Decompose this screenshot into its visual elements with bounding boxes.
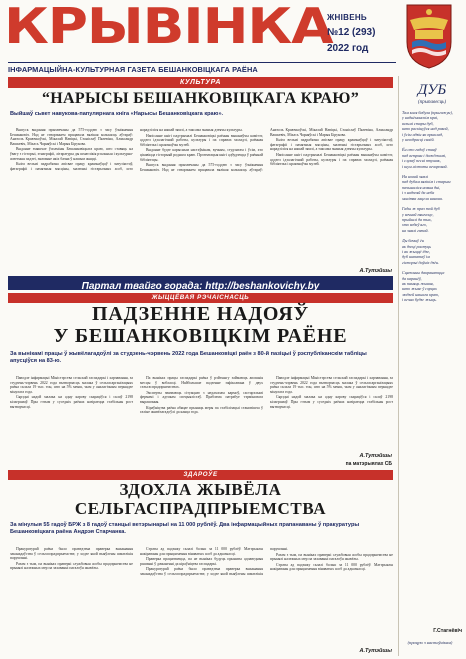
masthead (0, 0, 466, 76)
article3-author: А.Тутэйшы (359, 648, 392, 654)
poem-author-note: (працую з настаўнікам) (407, 640, 453, 645)
issue-number: №12 (293) (327, 27, 376, 38)
article1-author: А.Тутэйшы (359, 268, 392, 274)
poem-stanza (402, 238, 462, 265)
poem-line: На новай зямлі (402, 174, 429, 180)
paragraph: Страты ад падзяжу склалі больш за 11 000 рублёў. Матэрыялы накіраваны для прыцягнення вінаватых асоб да адказнасці. (140, 547, 263, 556)
paragraph: Па выніках працы гаспадаркі раёна ў рэйтынгу займаюць апошнія месцы ў вобласці. Найбольшае падзенне зафіксавана ў двух сельгаспрадпрыемствах. (140, 376, 263, 390)
poem-line: і шум лістоты вечаровай. (402, 163, 448, 169)
poem-line: у вечнай пяшчоце, (402, 211, 434, 217)
paragraph: Паводле інфармацыі Міністэрства сельскай гаспадаркі і харчавання, за студзень-чэрвень 2022 года вытворчасць малака ў сельгасарганізацыях раёна склала 19 тыс. тон, што на 5% менш, чым у аналагічным перыядзе мінулага года. (270, 376, 393, 394)
article2-author: А.Тутэйшы (359, 453, 392, 459)
masthead-title: КРЫВІНКА (4, 0, 333, 55)
article3-headline-line2: СЕЛЬГАСПРАДПРЫЕМСТВА (74, 499, 327, 518)
poem-line: дуб шапатаў ім (402, 254, 430, 260)
poem-line: што жыве ў сэрцах (402, 286, 437, 292)
article1-body (10, 128, 393, 266)
paragraph: Сярэдні надой малака на адну карову скараціўся і склаў 2198 кілаграмаў. Пры гэтым у суседніх раёнах назіраецца стабільны рост вытворчасці. (270, 395, 393, 409)
article1-headline: “НАРЫСЫ БЕШАНКОВІЦКАГА КРАЮ” (41, 90, 359, 107)
poem-line: вельмі стары дуб, (402, 120, 434, 126)
poem-line: пачыналіся новыя дні, (402, 184, 441, 190)
section-label-health: ЗДАРОЎЕ (8, 470, 393, 480)
paragraph: Кніга вельмі падрабязна апісвае працу краязнаўцаў і энтузіястаў, фатаграфіі і памятныя мясціны, малюнкі гістарычных асоб, што нарадзіліся на нашай зямлі, а таксама знаныя дзеячы культуры. (270, 138, 393, 152)
poem-title: ДУБ (417, 82, 447, 98)
issue-month: ЖНІВЕНЬ (327, 13, 367, 22)
poem-line: гісторыі даўніх дзён. (402, 259, 440, 265)
paragraph: Пракуратурай раёна было праведзена праверка выканання заканадаўства ў сельгаспрадпрыемстве, у ходзе якой выяўлены шматлікія парушэнні. (10, 547, 133, 561)
section-label-culture: КУЛЬТУРА (8, 77, 393, 88)
paragraph: Разам з тым, па выніках праверкі службовыя асобы прадпрыемства не прынялі належных мер па захаванні пагалоўя жывёлы. (10, 561, 133, 571)
article3-lead: За мінулыя 55 гадоў БРЖ з 8 гадоў станцыі ветэрынарыі на 11 000 рублёў. Два інфармацыйных прапанаваны ў пракуратуры Бешанковіцкага раёна Андрэя Старчанка. (10, 522, 360, 535)
portal-banner[interactable] (8, 276, 393, 290)
section-label-life: ЖЫЦЦЁВАЯ РЭЧАІСНАСЦЬ (8, 293, 393, 303)
poem-line: у шчодрасці сваёй. (402, 137, 435, 143)
poem-line: Ды бачыў ён (402, 238, 424, 244)
poem-line: малітва ляцела нанова. (402, 195, 443, 201)
poem-line: і як жыццё ідзе, (402, 248, 431, 254)
paragraph: Сярэдні надой малака на адну карову скараціўся і склаў 2198 кілаграмаў. Пры гэтым у суседніх раёнах назіраецца стабільны рост вытворчасці. (10, 395, 133, 409)
paragraph: Кіраўніцтва раёна абяцае прыняць меры па стабілізацыі становішча ў галіне жывёлагадоўлі да канца года. (140, 405, 263, 415)
poem-line: Сцяжыны дакранаюцца (402, 270, 445, 276)
poem-line: і з надзеяй да неба (402, 190, 435, 196)
paragraph: Выпуск выдання прыхвечаны да 575-годдзю з часу ўзнікнення Бешанковіч. Над яе стварэннем працавала вялікая колькасць аўтараў: Анатоль Краючкоўскі, Мікалай Навіцкі, Станіслаў Пялевіна, Аляксандр Вашкевіч, Міхась Чарняўскі і Марыя Бірукова. (10, 128, 133, 146)
paragraph: Выданне змяшчае ўспаміны Бешанковіцкага краю, што ставяць на ўвагу з гісторыі, этнаграфіі, літаратуры ды шматлікія рэальныя і культурна-асветныя падзеі, значэнне якіх бачна ў нашым жыцці. (10, 147, 133, 161)
article1-lead: Выйшаў сьвет навукова-папулярнага кніга «Нарысы Бешанковіцкага краю». (10, 111, 224, 117)
poem-line: да каранёў, (402, 275, 422, 281)
article3-body (10, 547, 393, 647)
poem-line: і слухаў песні птушак, (402, 158, 441, 164)
paragraph: Выпуск выдання прыхвечаны да 575-годдзю з часу ўзнікнення Бешанковіч. Над яе стварэннем працавала вялікая колькасць аўтараў: Анатоль Краючкоўскі, Мікалай Навіцкі, Станіслаў Пялевіна, Аляксандр Вашкевіч, Міхась Чарняўскі і Марыя Бірукова. (140, 128, 393, 172)
poem-line: пад ветрам і дажджамі, (402, 152, 447, 158)
poem-subtitle: (прыпавесць) (417, 100, 447, 105)
poem-line: Гады ж праз той дуб (402, 206, 440, 212)
coat-of-arms-icon (404, 2, 454, 70)
paragraph: Паводле інфармацыі Міністэрства сельскай гаспадаркі і харчавання, за студзень-чэрвень 2022 года вытворчасць малака ў сельгасарганізацыях раёна склала 19 тыс. тон, што на 5% менш, чым у аналагічным перыядзе мінулага года. (10, 376, 133, 394)
paragraph: Кніга вельмі падрабязна апісвае працу краязнаўцаў і энтузіястаў, фатаграфіі і памятныя мясціны, малюнкі гістарычных асоб, што нарадзіліся на нашай зямлі, а таксама знаныя дзеячы культуры. (10, 128, 243, 171)
poem-stanza (402, 147, 462, 169)
paragraph: Напісанне кнігі падтрымалі Бешанковіцкі раённы выканаўчы камітэт, аддзел ідэалагічнай работы, культуры і па справах моладзі, раённая бібліятэка і краязнаўчы музей. (270, 152, 393, 167)
poem-line: і ўсім адзін як прыклад, (402, 131, 444, 137)
poem-line: як памяць жывая, (402, 280, 434, 286)
poem-body (402, 110, 462, 620)
poem-line: у наднёманскім краі, (402, 115, 439, 121)
issue-year: 2022 год (327, 43, 369, 54)
poem-line: Там каля бабуля (прыгажун), (402, 110, 453, 115)
portal-banner-text[interactable]: Партал твайго горада: http://beshankovichy.by (81, 281, 320, 292)
paragraph: Праверка працягваецца, па яе выніках будуць прыняты адпаведныя рашэнні ў дачыненні да кіраўніцтва гаспадаркі. (140, 557, 263, 566)
poem-stanza (402, 206, 462, 233)
article2-lead: За вынікамі працы ў жывёлагадоўлі за студзень-чэрвень 2022 года Бешанковіцкі раён з 80-й пазіцыі ў рэспубліканскім табліцы апусціўся на 83-ю. (10, 351, 367, 364)
paragraph: Выданне будзе карысным настаўнікам, вучням, студэнтам і ўсім, хто цікавіцца гісторыяй роднага краю. Прэзентацыя кнігі адбудзецца ў раённай бібліятэцы. (140, 148, 263, 162)
poem-line: пад дубам вялікім і старым (402, 179, 451, 185)
poem-author: Г.Стагнёвіч (433, 628, 462, 634)
poem-line: на зямлі гэтай. (402, 227, 429, 233)
paragraph: Эксперты звязваюць сітуацыю з недахопам кармоў, састарэлымі фермамі і адтокам спецыялістаў. Праблема патрабуе тэрміновага вырашэння. (140, 390, 263, 404)
article3-headline-line1: ЗДОХЛА ЖЫВЁЛА (119, 480, 282, 499)
paragraph: Разам з тым, па выніках праверкі службовыя асобы прадпрыемства не прынялі належных мер па захаванні пагалоўя жывёлы. (270, 552, 393, 562)
article2-source: па матэрыялах СБ (345, 461, 392, 467)
paragraph: Напісанне кнігі падтрымалі Бешанковіцкі раённы выканаўчы камітэт, аддзел ідэалагічнай работы, культуры і па справах моладзі, раённая бібліятэка і краязнаўчы музей. (140, 133, 263, 147)
poem-line: як дзеці растуць (402, 243, 432, 249)
poem-stanza (402, 174, 462, 201)
paragraph: Пракуратурай раёна было праведзена праверка выканання заканадаўства ў сельгаспрадпрыемстве, у ходзе якой выяўлены шматлікія парушэнні. (140, 547, 289, 576)
paragraph: Страты ад падзяжу склалі больш за 11 000 рублёў. Матэрыялы накіраваны для прыцягнення вінаватых асоб да адказнасці. (270, 562, 393, 572)
poem-stanza (402, 270, 462, 302)
article2-headline-line1: ПАДЗЕННЕ НАДОЯЎ (91, 303, 310, 325)
poem-line: прыйшлі да тых, (402, 216, 432, 222)
poem-line: Ён сто гадоў стаяў (402, 147, 437, 153)
poem-line: што раскінуўся над ракой, (402, 126, 449, 132)
poem-line: хто ведаў яго, (402, 222, 427, 228)
masthead-subtitle: ІНФАРМАЦЫЙНА-КУЛЬТУРНАЯ ГАЗЕТА БЕШАНКОВІЦКАГА РАЁНА (8, 62, 396, 74)
poem-stanza (402, 110, 462, 142)
article2-headline-line2: У БЕШАНКОВІЦКІМ РАЁНЕ (53, 325, 348, 347)
poem-line: і вечна будзе жыць. (402, 297, 437, 303)
poem-line: людзей нашага краю, (402, 291, 440, 297)
